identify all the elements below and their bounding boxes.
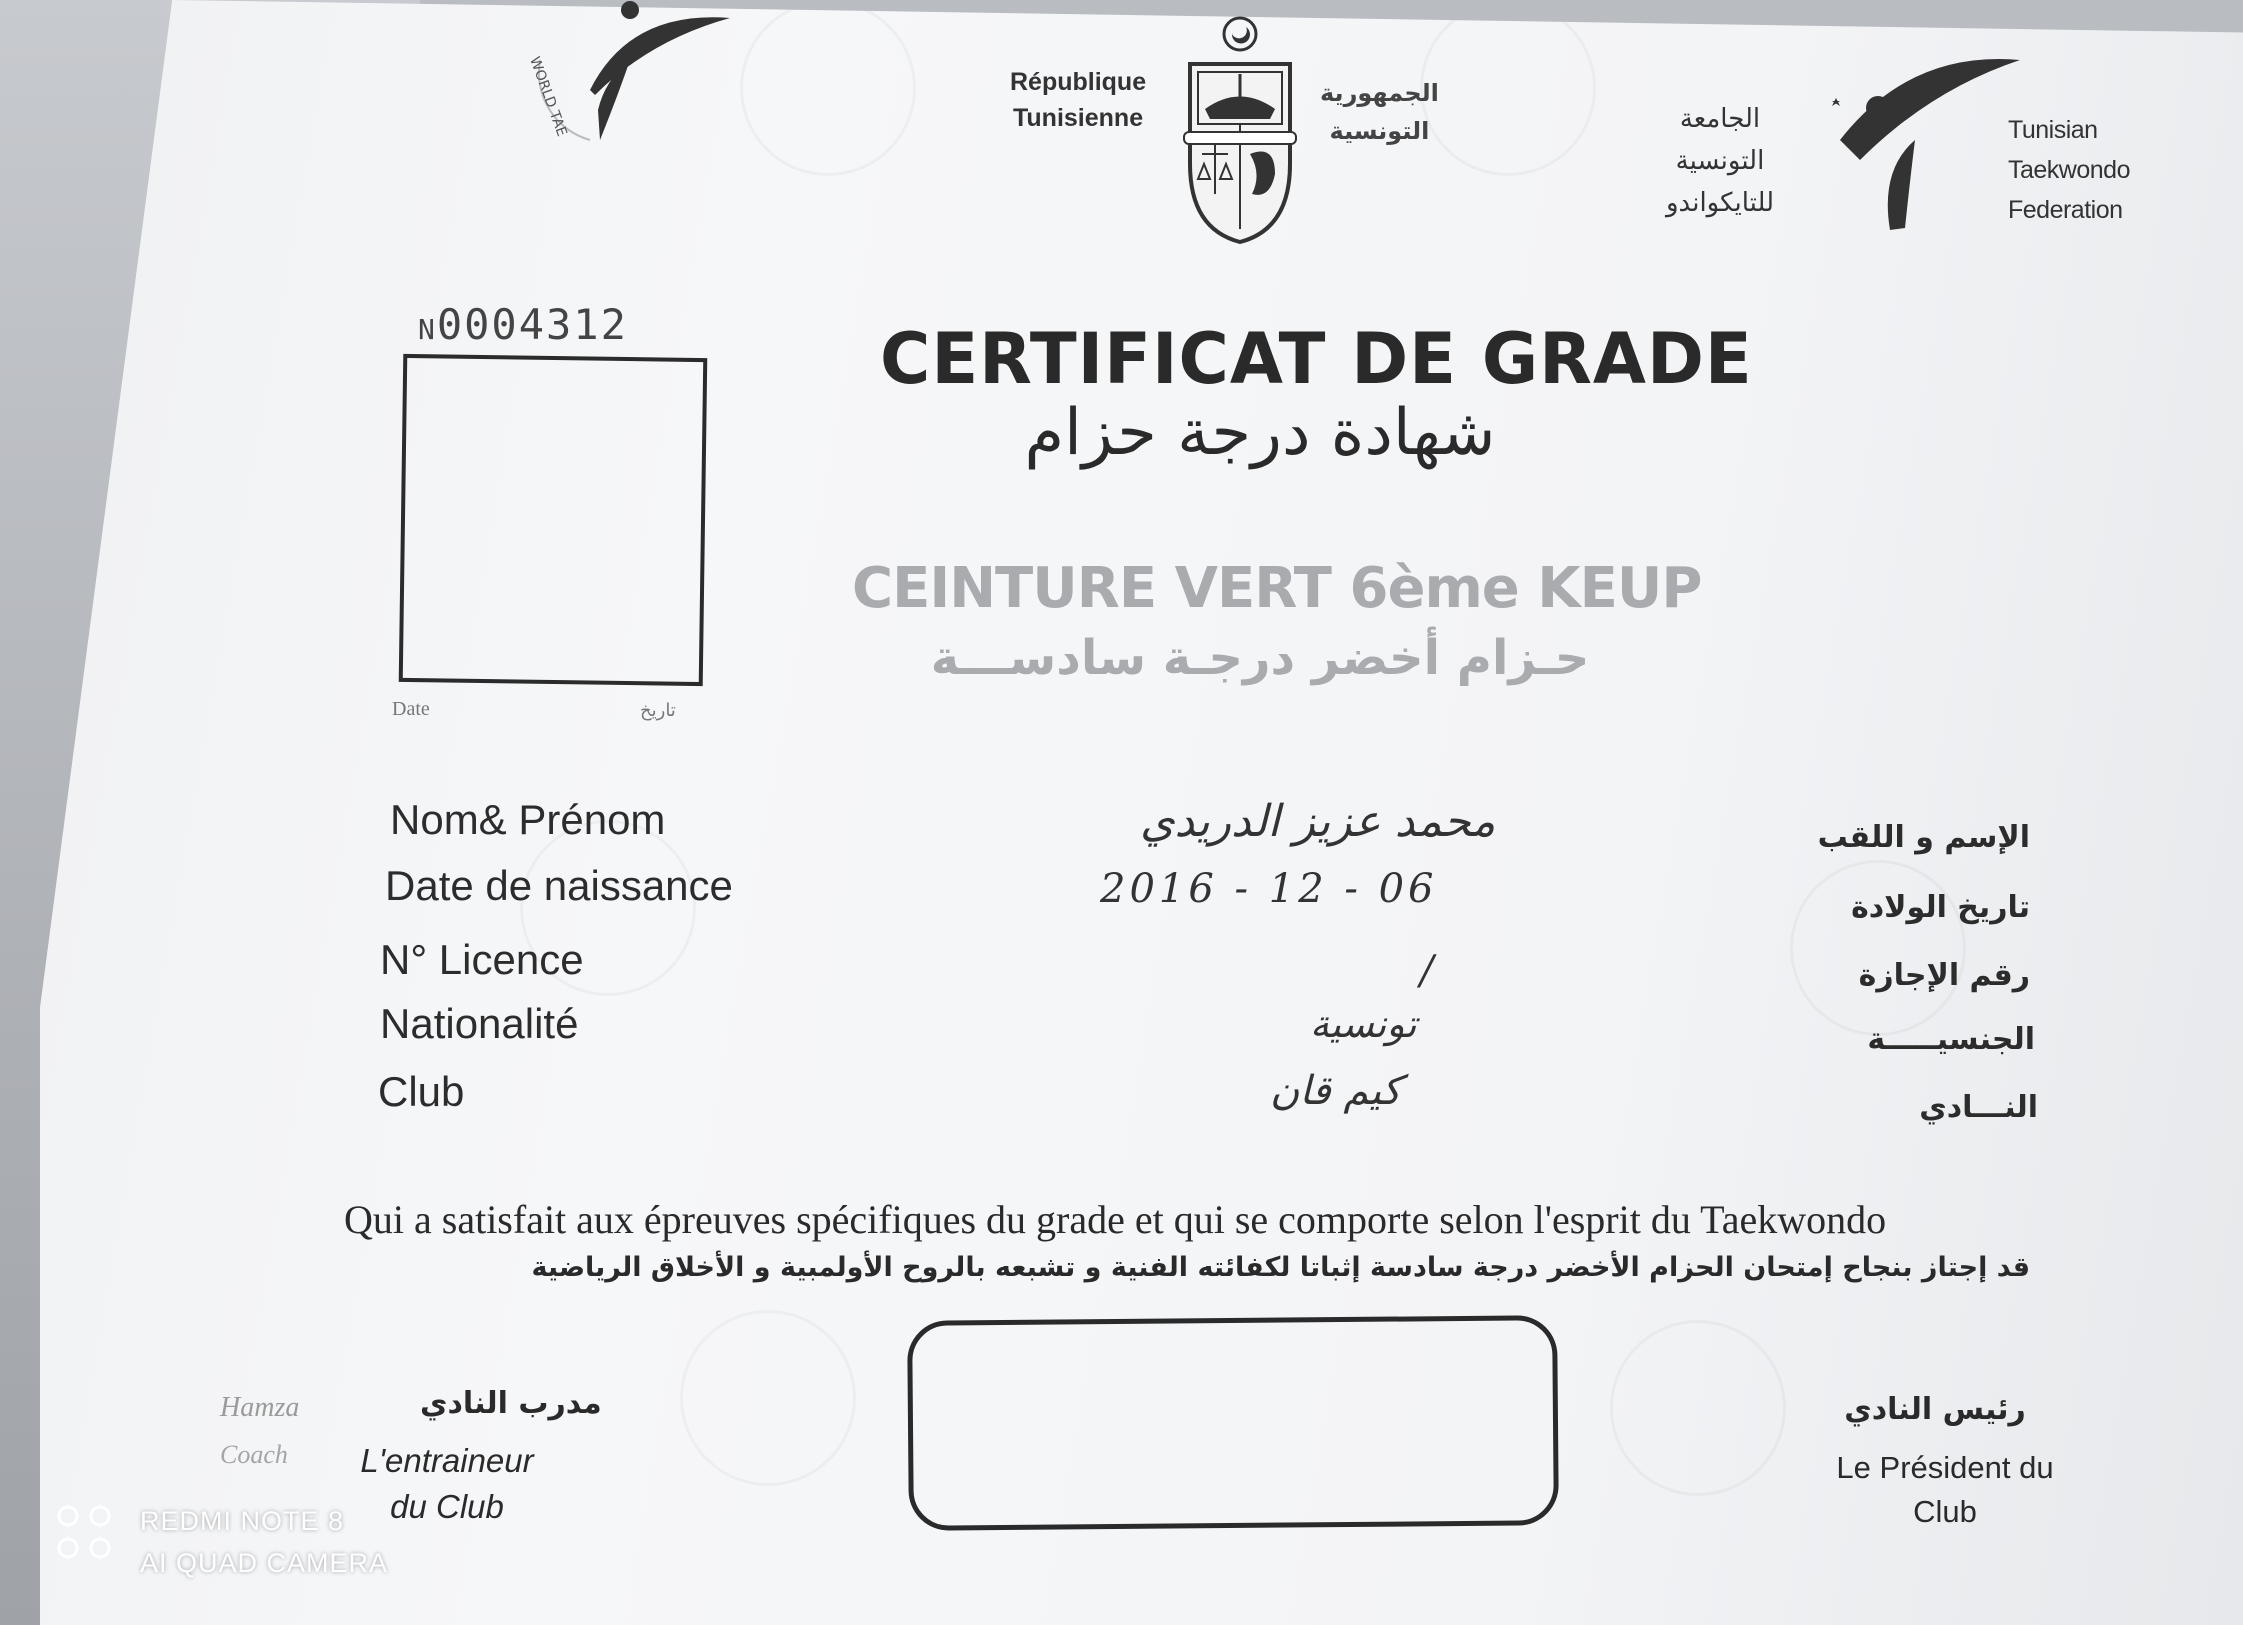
- camera-caption: AI QUAD CAMERA: [140, 1548, 389, 1578]
- federation-ar-line2: التونسية: [1675, 146, 1765, 176]
- licence-label-ar: رقم الإجازة: [1858, 958, 2030, 993]
- republic-ar-line2: التونسية: [1329, 117, 1430, 145]
- coach-label-ar: مدرب النادي: [420, 1386, 602, 1421]
- birth-label-ar: تاريخ الولادة: [1851, 890, 2030, 925]
- serial-value: 0004312: [436, 300, 628, 349]
- serial-number: [418, 300, 628, 349]
- name-value: محمد عزيز الدريدي: [1140, 796, 1496, 847]
- republic-fr-line1: République: [1010, 68, 1147, 96]
- photo-date-label-ar: تاريخ: [640, 700, 676, 721]
- nationality-value: تونسية: [1310, 1002, 1417, 1046]
- statement-ar: قد إجتاز بنجاح إمتحان الحزام الأخضر درجة سادسة إثباتا لكفائته الفنية و تشبعه بالروح الأولمبية و الأخلاق الرياضية: [531, 1252, 2030, 1283]
- republic-name-fr: [1010, 64, 1146, 136]
- camera-watermark-text: [140, 1500, 388, 1584]
- coach-caption-faded: Coach: [220, 1440, 288, 1469]
- name-label-ar: الإسم و اللقب: [1817, 820, 2030, 855]
- president-label-ar: رئيس النادي: [1844, 1392, 2026, 1427]
- coach-name-faded: Hamza: [220, 1392, 300, 1423]
- licence-label-fr: N° Licence: [380, 936, 584, 983]
- photo-box: [399, 354, 708, 686]
- president-label-fr: [1800, 1446, 2090, 1534]
- republic-fr-line2: Tunisienne: [1013, 104, 1144, 132]
- coach-fr-line1: L'entraineur: [360, 1442, 534, 1479]
- nationality-label-fr: Nationalité: [380, 1000, 579, 1047]
- tunisia-coat-of-arms-icon: [1180, 14, 1300, 246]
- watermark-circle: [680, 1310, 856, 1486]
- certificate-title-ar: شهادة درجة حزام: [1024, 396, 1496, 470]
- federation-name-ar: [1640, 98, 1800, 224]
- statement-fr: Qui a satisfait aux épreuves spécifiques du grade et qui se comporte selon l'esprit du Taekwondo: [344, 1197, 1887, 1242]
- svg-text:WORLD TAE: WORLD TAE: [526, 54, 570, 139]
- republic-ar-line1: الجمهورية: [1320, 79, 1439, 107]
- certificate-title-fr: CERTIFICAT DE GRADE: [880, 318, 1753, 400]
- serial-prefix: N: [418, 313, 437, 346]
- federation-en-line3: Federation: [2008, 196, 2123, 224]
- club-label-ar: النـــادي: [1919, 1090, 2038, 1125]
- coach-fr-line2: du Club: [390, 1488, 504, 1525]
- taekwondo-federation-logo: [1820, 50, 2040, 230]
- federation-en-line2: Taekwondo: [2008, 156, 2130, 184]
- republic-name-ar: [1320, 74, 1439, 150]
- club-label-fr: Club: [378, 1068, 465, 1115]
- camera-model: REDMI NOTE 8: [140, 1506, 345, 1536]
- watermark-circle: [1610, 1320, 1786, 1496]
- birth-label-fr: Date de naissance: [385, 862, 733, 909]
- birth-date-value: 2016 - 12 - 06: [1100, 866, 1438, 912]
- president-fr-line1: Le Président du: [1836, 1450, 2054, 1485]
- nationality-label-ar: الجنسيـــــة: [1867, 1022, 2035, 1057]
- grade-title-fr: CEINTURE VERT 6ème KEUP: [852, 556, 1702, 621]
- federation-ar-line3: للتايكواندو: [1666, 188, 1774, 218]
- president-fr-line2: Club: [1913, 1494, 1977, 1529]
- club-value: كيم قان: [1270, 1068, 1402, 1114]
- grade-title-ar: حـزام أخضر درجـة سادســـة: [930, 630, 1590, 686]
- world-taekwondo-logo: [480, 0, 740, 160]
- watermark-circle: [740, 0, 916, 176]
- photo-date-label-fr: Date: [392, 698, 430, 720]
- federation-en-line1: Tunisian: [2008, 116, 2098, 144]
- federation-ar-line1: الجامعة: [1679, 104, 1761, 134]
- stamp-box: [907, 1315, 1559, 1531]
- licence-value: /: [1420, 948, 1434, 994]
- federation-name-en: [2008, 110, 2130, 230]
- name-label-fr: Nom& Prénom: [390, 796, 666, 843]
- watermark-circle: [1790, 860, 1966, 1036]
- watermark-circle: [1420, 0, 1596, 176]
